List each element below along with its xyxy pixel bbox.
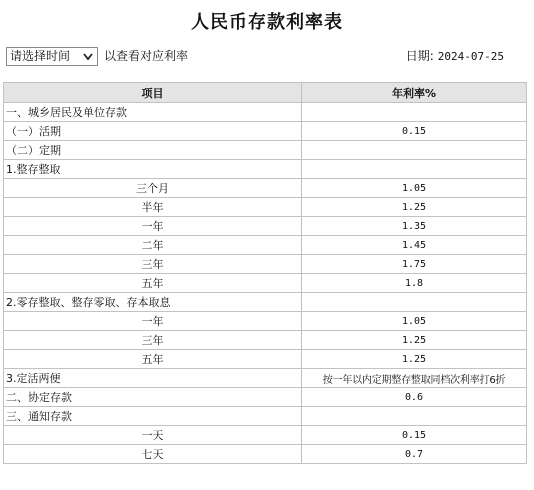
table-row [4,255,527,274]
row-item-name: 三个月 [4,179,302,198]
row-item-name: 三年 [4,255,302,274]
table-row [4,179,527,198]
table-row [4,293,527,312]
table-row [4,160,527,179]
row-rate-value: 按一年以内定期整存整取同档次利率打6折 [302,369,527,388]
table-row [4,388,527,407]
row-rate-value [302,160,527,179]
table-row [4,141,527,160]
header-item: 项目 [4,83,302,103]
row-rate-value: 1.05 [302,179,527,198]
row-item-name: 一天 [4,426,302,445]
table-body [4,103,527,464]
row-item-name: （一）活期 [4,122,302,141]
header-rate: 年利率% [302,83,527,103]
row-rate-value: 1.05 [302,312,527,331]
date-display [406,48,504,65]
date-value: 2024-07-25 [437,50,504,63]
row-item-name: 五年 [4,350,302,369]
row-item-name: 三年 [4,331,302,350]
row-item-name: 二、协定存款 [4,388,302,407]
time-select-value: 请选择时间 [10,49,71,63]
row-item-name: 1.整存整取 [4,160,302,179]
row-rate-value: 1.25 [302,331,527,350]
table-row [4,331,527,350]
row-rate-value: 1.25 [302,350,527,369]
row-rate-value: 0.15 [302,122,527,141]
row-item-name: 七天 [4,445,302,464]
table-row [4,217,527,236]
table-row [4,426,527,445]
row-rate-value [302,407,527,426]
row-rate-value [302,141,527,160]
row-rate-value: 1.25 [302,198,527,217]
chevron-down-icon [81,49,95,64]
row-rate-value: 1.35 [302,217,527,236]
row-item-name: （二）定期 [4,141,302,160]
table-row [4,369,527,388]
row-item-name: 三、通知存款 [4,407,302,426]
row-item-name: 一年 [4,312,302,331]
row-item-name: 一、城乡居民及单位存款 [4,103,302,122]
table-header-row [4,83,527,103]
table-row [4,122,527,141]
row-rate-value [302,293,527,312]
row-item-name: 2.零存整取、整存零取、存本取息 [4,293,302,312]
row-rate-value: 1.45 [302,236,527,255]
row-item-name: 一年 [4,217,302,236]
table-row [4,407,527,426]
row-rate-value: 0.7 [302,445,527,464]
time-select[interactable] [6,47,98,66]
rates-table [3,82,527,464]
toolbar [6,47,528,67]
row-rate-value: 1.75 [302,255,527,274]
table-row [4,350,527,369]
row-rate-value: 0.15 [302,426,527,445]
table-row [4,445,527,464]
row-item-name: 五年 [4,274,302,293]
row-rate-value: 1.8 [302,274,527,293]
row-item-name: 二年 [4,236,302,255]
row-rate-value [302,103,527,122]
select-hint: 以查看对应利率 [104,49,189,63]
table-row [4,198,527,217]
page-title: 人民币存款利率表 [191,12,343,33]
row-item-name: 半年 [4,198,302,217]
row-rate-value: 0.6 [302,388,527,407]
date-label: 日期: [405,49,434,63]
table-row [4,274,527,293]
table-row [4,236,527,255]
table-row [4,312,527,331]
row-item-name: 3.定活两便 [4,369,302,388]
table-row [4,103,527,122]
